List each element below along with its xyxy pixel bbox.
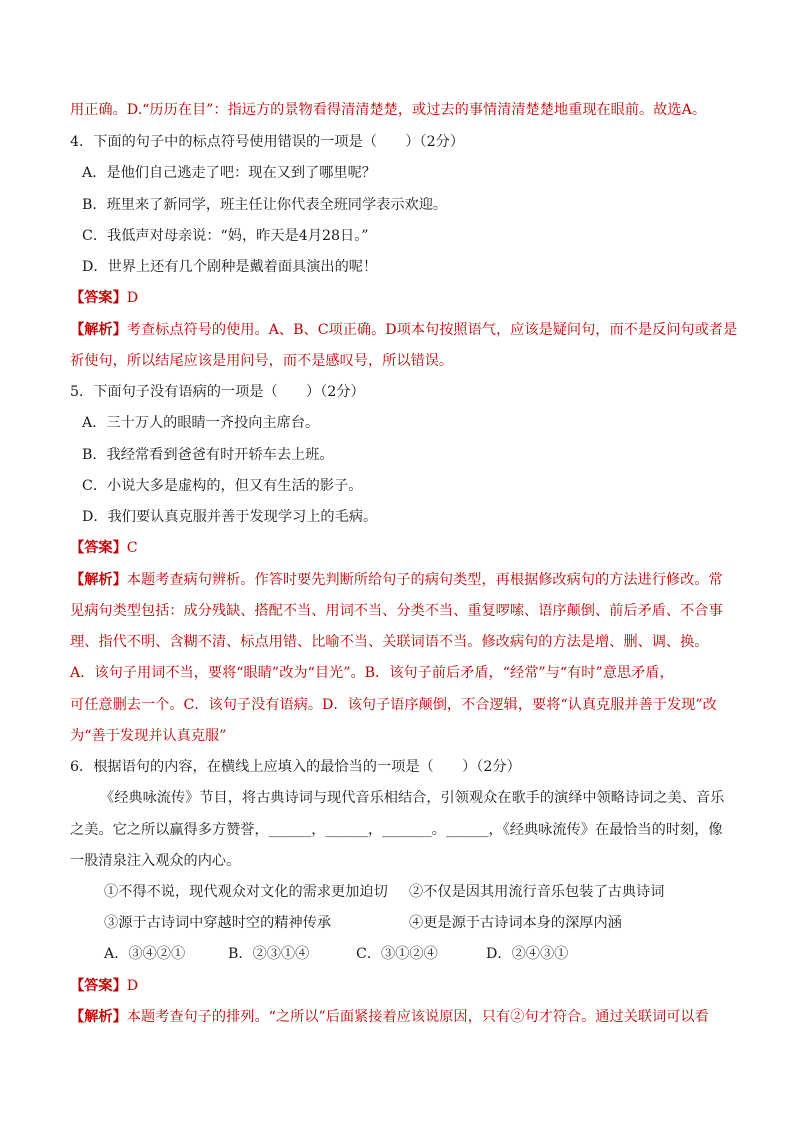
answer-value: D — [126, 290, 139, 306]
q4-answer — [70, 288, 138, 308]
q6-choice-c: C．③①②④ — [356, 946, 438, 962]
q6-choice-b: B．②③①④ — [228, 946, 310, 962]
q4-option-d: D．世界上还有几个剧种是戴着面具演出的呢！ — [82, 259, 378, 275]
analysis-tag: 【解析】 — [70, 322, 127, 338]
answer-tag: 【答案】 — [70, 290, 127, 306]
q6-passage-line-3: 一股清泉注入观众的内心。 — [70, 853, 241, 869]
answer-value: D — [126, 978, 139, 994]
analysis-tag: 【解析】 — [70, 1009, 127, 1025]
analysis-tag: 【解析】 — [70, 572, 127, 588]
q5-analysis-line-5: 可任意删去一个。C．该句子没有语病。D．该句子语序颠倒，不合逻辑，要将“认真克服并善于发现”改 — [70, 697, 717, 713]
q5-analysis-line-1 — [70, 570, 723, 590]
prev-analysis-tail: 用正确。D.“历历在目”：指远方的景物看得清清楚楚，或过去的事情清清楚楚地重现在眼前。故选A。 — [70, 102, 707, 118]
q6-passage-line-1: 《经典咏流传》节目，将古典诗词与现代音乐相结合，引领观众在歌手的演绎中领略诗词之美、音乐 — [100, 790, 725, 806]
q6-item-1: ①不得不说，现代观众对文化的需求更加迫切 — [104, 884, 388, 900]
q5-option-a: A．三十万人的眼睛一齐投向主席台。 — [82, 415, 320, 431]
analysis-text: 考查标点符号的使用。A、B、C项正确。D项本句按照语气，应该是疑问句，而不是反问句或者是 — [126, 322, 738, 338]
analysis-text: 本题考查句子的排列。“之所以”后面紧接着应该说原因，只有②句才符合。通过关联词可以看 — [126, 1009, 709, 1025]
q4-option-a: A．是他们自己逃走了吧：现在又到了哪里呢？ — [82, 165, 376, 181]
q5-stem: 5．下面句子没有语病的一项是（ ）（2分） — [70, 384, 365, 400]
q5-option-c: C．小说大多是虚构的，但又有生活的影子。 — [82, 478, 363, 494]
analysis-text: 本题考查病句辨析。作答时要先判断所给句子的病句类型，再根据修改病句的方法进行修改。常 — [126, 572, 723, 588]
q5-analysis-line-6: 为“善于发现并认真克服” — [70, 728, 227, 744]
q5-option-b: B．我经常看到爸爸有时开轿车去上班。 — [82, 447, 334, 463]
q5-analysis-line-4: A．该句子用词不当，要将“眼睛”改为“目光”。B．该句子前后矛盾，“经常”与“有时”意思矛盾， — [70, 665, 674, 681]
q6-item-4: ④更是源于古诗词本身的深厚内涵 — [409, 915, 622, 931]
q6-analysis-line-1 — [70, 1007, 709, 1027]
q6-choice-a: A．③④②① — [104, 946, 186, 962]
q6-item-3: ③源于古诗词中穿越时空的精神传承 — [104, 915, 332, 931]
q5-answer — [70, 538, 138, 558]
q5-analysis-line-2: 见病句类型包括：成分残缺、搭配不当、用词不当、分类不当、重复啰嗦、语序颠倒、前后矛盾、不合事 — [70, 603, 723, 619]
q6-item-2: ②不仅是因其用流行音乐包装了古典诗词 — [409, 884, 665, 900]
q6-stem: 6．根据语句的内容，在横线上应填入的最恰当的一项是（ ）（2分） — [70, 759, 521, 775]
q4-option-b: B．班里来了新同学，班主任让你代表全班同学表示欢迎。 — [82, 197, 448, 213]
answer-tag: 【答案】 — [70, 540, 127, 556]
q4-stem: 4．下面的句子中的标点符号使用错误的一项是（ ）（2分） — [70, 134, 465, 150]
q4-option-c: C．我低声对母亲说：“妈，昨天是4月28日。” — [82, 228, 369, 244]
q4-analysis-line-1 — [70, 320, 737, 340]
q6-passage-line-2: 之美。它之所以赢得多方赞誉，______，______，_______。______，《经典咏流传》在最恰当的时刻，像 — [70, 822, 723, 838]
q4-analysis-line-2: 祈使句，所以结尾应该是用问号，而不是感叹号，所以错误。 — [70, 353, 454, 369]
q5-option-d: D．我们要认真克服并善于发现学习上的毛病。 — [82, 509, 378, 525]
q6-choice-d: D．②④③① — [486, 946, 569, 962]
answer-tag: 【答案】 — [70, 978, 127, 994]
q5-analysis-line-3: 理、指代不明、含糊不清、标点用错、比喻不当、关联词语不当。修改病句的方法是增、删、调、换。 — [70, 634, 709, 650]
answer-value: C — [126, 540, 138, 556]
q6-answer — [70, 976, 138, 996]
